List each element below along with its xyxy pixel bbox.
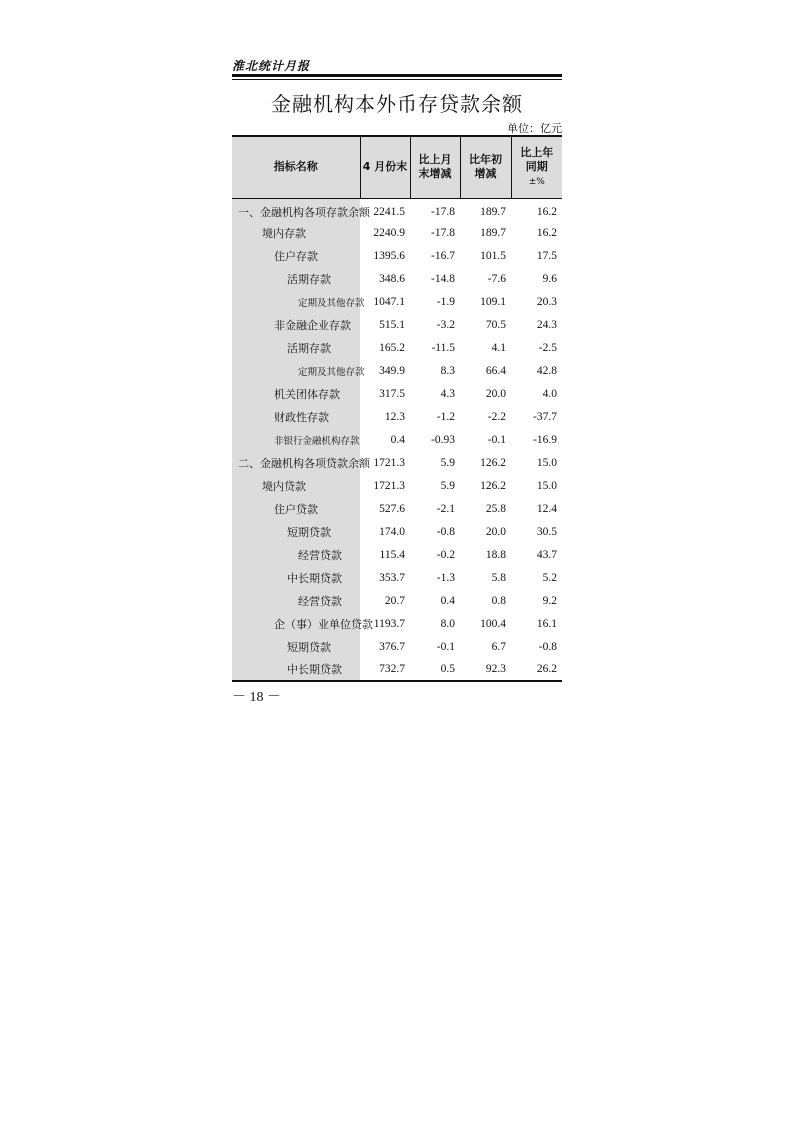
cell-mom-change: -0.2 xyxy=(436,548,455,561)
cell-month-end: 1395.6 xyxy=(373,249,405,262)
cell-month-end: 376.7 xyxy=(379,640,405,653)
cell-month-end: 174.0 xyxy=(379,525,405,538)
cell-mom-change: -0.93 xyxy=(431,433,455,446)
table-row xyxy=(232,244,562,267)
cell-mom-change: -17.8 xyxy=(431,226,455,239)
page-number: － 18 － xyxy=(232,690,281,705)
table-row xyxy=(232,658,562,681)
page-title: 金融机构本外币存贷款余额 xyxy=(271,92,523,116)
cell-ytd-change: 92.3 xyxy=(460,658,511,681)
row-indicator-name: 定期及其他存款 xyxy=(232,359,360,382)
cell-month-end: 1193.7 xyxy=(373,617,405,630)
cell-yoy-change: 17.5 xyxy=(536,249,557,262)
cell-mom-change: 5.9 xyxy=(440,456,455,469)
row-indicator-name: 境内存款 xyxy=(232,221,360,244)
table-row xyxy=(232,267,562,290)
header-ytd-change: 比年初 增减 xyxy=(460,136,511,198)
row-indicator-name: 企（事）业单位贷款 xyxy=(232,612,360,635)
cell-yoy-change: 12.4 xyxy=(536,502,557,515)
cell-month-end: 165.2 xyxy=(379,341,405,354)
header-rule-thick xyxy=(232,74,562,77)
cell-ytd-change: 0.8 xyxy=(491,594,506,607)
cell-yoy-change: 15.0 xyxy=(536,479,557,492)
cell-ytd-change: 20.0 xyxy=(485,387,506,400)
row-indicator-name: 住户存款 xyxy=(232,244,360,267)
cell-yoy-change: 43.7 xyxy=(536,548,557,561)
header-month-end xyxy=(360,136,410,198)
table-row xyxy=(232,520,562,543)
cell-ytd-change: 25.8 xyxy=(485,502,506,515)
cell-month-end: 1047.1 xyxy=(373,295,405,308)
cell-ytd-change: 109.1 xyxy=(480,295,506,308)
cell-yoy-change: 5.2 xyxy=(542,571,557,584)
row-indicator-name: 短期贷款 xyxy=(232,635,360,658)
statistics-table xyxy=(232,135,562,682)
table-row xyxy=(232,221,562,244)
cell-yoy-change: 16.2 xyxy=(536,205,557,218)
cell-yoy-change: 4.0 xyxy=(542,387,557,400)
cell-mom-change: 8.3 xyxy=(440,364,455,377)
cell-yoy-change: 26.2 xyxy=(511,658,562,681)
table-row xyxy=(232,198,562,221)
table-row xyxy=(232,497,562,520)
row-indicator-name: 活期存款 xyxy=(232,336,360,359)
cell-yoy-change: 42.8 xyxy=(536,364,557,377)
cell-ytd-change: 189.7 xyxy=(480,226,506,239)
row-indicator-name: 住户贷款 xyxy=(232,497,360,520)
cell-month-end: 527.6 xyxy=(379,502,405,515)
cell-ytd-change: -0.1 xyxy=(487,433,506,446)
cell-ytd-change: 18.8 xyxy=(485,548,506,561)
cell-mom-change: -14.8 xyxy=(431,272,455,285)
cell-month-end: 353.7 xyxy=(379,571,405,584)
table-row xyxy=(232,589,562,612)
cell-mom-change: -1.2 xyxy=(436,410,455,423)
cell-month-end: 0.4 xyxy=(390,433,405,446)
table-body xyxy=(232,198,562,681)
cell-yoy-change: -2.5 xyxy=(538,341,557,354)
cell-mom-change: 5.9 xyxy=(440,479,455,492)
header-rule-thin xyxy=(232,79,562,80)
statistics-table-container xyxy=(232,135,562,682)
row-indicator-name: 非银行金融机构存款 xyxy=(232,428,360,451)
table-row xyxy=(232,451,562,474)
cell-yoy-change: -37.7 xyxy=(533,410,557,423)
table-row xyxy=(232,313,562,336)
table-row xyxy=(232,474,562,497)
table-row xyxy=(232,543,562,566)
table-row xyxy=(232,359,562,382)
row-indicator-name: 经营贷款 xyxy=(232,589,360,612)
cell-mom-change: -16.7 xyxy=(431,249,455,262)
cell-month-end: 317.5 xyxy=(379,387,405,400)
row-indicator-name: 定期及其他存款 xyxy=(232,290,360,313)
cell-ytd-change: 100.4 xyxy=(480,617,506,630)
cell-ytd-change: 126.2 xyxy=(480,456,506,469)
row-indicator-name: 经营贷款 xyxy=(232,543,360,566)
header-indicator-name-label: 指标名称 xyxy=(273,160,318,174)
row-indicator-name: 短期贷款 xyxy=(232,520,360,543)
row-indicator-name: 财政性存款 xyxy=(232,405,360,428)
row-indicator-name: 境内贷款 xyxy=(232,474,360,497)
cell-mom-change: -2.1 xyxy=(436,502,455,515)
cell-yoy-change: 16.1 xyxy=(536,617,557,630)
cell-yoy-change: -16.9 xyxy=(533,433,557,446)
cell-ytd-change: 101.5 xyxy=(480,249,506,262)
header-month-end-label: 4 月份末 xyxy=(362,160,408,174)
cell-month-end: 348.6 xyxy=(379,272,405,285)
row-indicator-name: 机关团体存款 xyxy=(232,382,360,405)
cell-mom-change: 0.4 xyxy=(440,594,455,607)
unit-label: 单位：亿元 xyxy=(507,122,562,135)
cell-mom-change: -1.9 xyxy=(436,295,455,308)
cell-ytd-change: 4.1 xyxy=(491,341,506,354)
cell-ytd-change: 5.8 xyxy=(491,571,506,584)
header-indicator-name xyxy=(232,136,360,198)
row-indicator-name: 中长期贷款 xyxy=(232,658,360,681)
header-mom-change: 比上月 末增减 xyxy=(410,136,460,198)
cell-ytd-change: -7.6 xyxy=(487,272,506,285)
cell-month-end: 20.7 xyxy=(384,594,405,607)
table-header-row xyxy=(232,136,562,198)
cell-yoy-change: 15.0 xyxy=(536,456,557,469)
row-indicator-name: 活期存款 xyxy=(232,267,360,290)
cell-ytd-change: 126.2 xyxy=(480,479,506,492)
cell-yoy-change: 9.2 xyxy=(542,594,557,607)
cell-month-end: 115.4 xyxy=(379,548,405,561)
cell-month-end: 1721.3 xyxy=(373,479,405,492)
cell-ytd-change: 66.4 xyxy=(485,364,506,377)
cell-yoy-change: 20.3 xyxy=(536,295,557,308)
cell-mom-change: -0.8 xyxy=(436,525,455,538)
cell-mom-change: 0.5 xyxy=(410,658,460,681)
row-indicator-name: 中长期贷款 xyxy=(232,566,360,589)
cell-month-end: 515.1 xyxy=(379,318,405,331)
cell-ytd-change: 6.7 xyxy=(491,640,506,653)
cell-month-end: 2240.9 xyxy=(373,226,405,239)
cell-month-end: 1721.3 xyxy=(373,456,405,469)
cell-mom-change: 4.3 xyxy=(440,387,455,400)
cell-ytd-change: 20.0 xyxy=(485,525,506,538)
table-row xyxy=(232,635,562,658)
cell-yoy-change: -0.8 xyxy=(538,640,557,653)
cell-mom-change: -17.8 xyxy=(431,205,455,218)
cell-month-end: 12.3 xyxy=(384,410,405,423)
row-indicator-name: 二、金融机构各项贷款余额 xyxy=(232,451,360,474)
cell-month-end: 732.7 xyxy=(360,658,410,681)
cell-yoy-change: 30.5 xyxy=(536,525,557,538)
cell-mom-change: -3.2 xyxy=(436,318,455,331)
table-row xyxy=(232,566,562,589)
cell-yoy-change: 16.2 xyxy=(536,226,557,239)
publication-header: 淮北统计月报 xyxy=(232,59,311,73)
cell-yoy-change: 9.6 xyxy=(542,272,557,285)
cell-mom-change: -11.5 xyxy=(431,341,455,354)
row-indicator-name: 非金融企业存款 xyxy=(232,313,360,336)
table-row xyxy=(232,405,562,428)
cell-month-end: 2241.5 xyxy=(373,205,405,218)
cell-mom-change: -0.1 xyxy=(436,640,455,653)
cell-yoy-change: 24.3 xyxy=(536,318,557,331)
table-row xyxy=(232,290,562,313)
cell-ytd-change: -2.2 xyxy=(487,410,506,423)
cell-ytd-change: 189.7 xyxy=(480,205,506,218)
table-row xyxy=(232,428,562,451)
table-row xyxy=(232,382,562,405)
cell-mom-change: -1.3 xyxy=(436,571,455,584)
row-indicator-name: 一、金融机构各项存款余额 xyxy=(232,198,360,221)
cell-mom-change: 8.0 xyxy=(440,617,455,630)
cell-month-end: 349.9 xyxy=(379,364,405,377)
table-row xyxy=(232,612,562,635)
cell-ytd-change: 70.5 xyxy=(485,318,506,331)
header-yoy-change: 比上年 同期 ±% xyxy=(511,136,562,198)
table-row xyxy=(232,336,562,359)
